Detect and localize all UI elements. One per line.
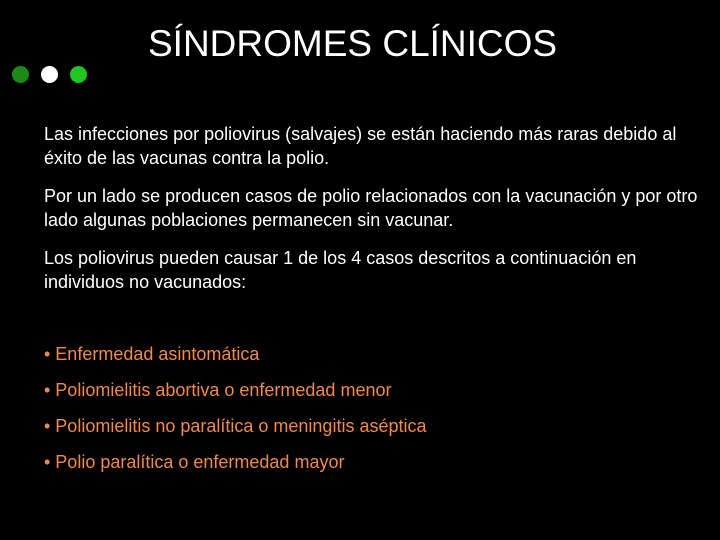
paragraph-cases: Los poliovirus pueden causar 1 de los 4 casos descritos a continuación en individuos no vacunados: (44, 248, 637, 292)
slide-content (44, 122, 704, 486)
white-dot-icon (41, 66, 58, 83)
list-item-asymptomatic: • Enfermedad asintomática (44, 344, 260, 364)
syndrome-list (44, 342, 704, 474)
list-item-abortive: • Poliomielitis abortiva o enfermedad menor (44, 380, 392, 400)
list-item-paralytic: • Polio paralítica o enfermedad mayor (44, 452, 345, 472)
paragraph-vaccination: Por un lado se producen casos de polio relacionados con la vacunación y por otro lado algunas poblaciones permanecen sin vacunar. (44, 186, 698, 230)
decorative-dots (12, 66, 87, 83)
paragraph-intro: Las infecciones por poliovirus (salvajes) se están haciendo más raras debido al éxito de las vacunas contra la polio. (44, 124, 677, 168)
list-item-non-paralytic: • Poliomielitis no paralítica o meningitis aséptica (44, 416, 427, 436)
slide-title: SÍNDROMES CLÍNICOS (148, 23, 558, 64)
bright-green-dot-icon (70, 66, 87, 83)
green-dot-icon (12, 66, 29, 83)
